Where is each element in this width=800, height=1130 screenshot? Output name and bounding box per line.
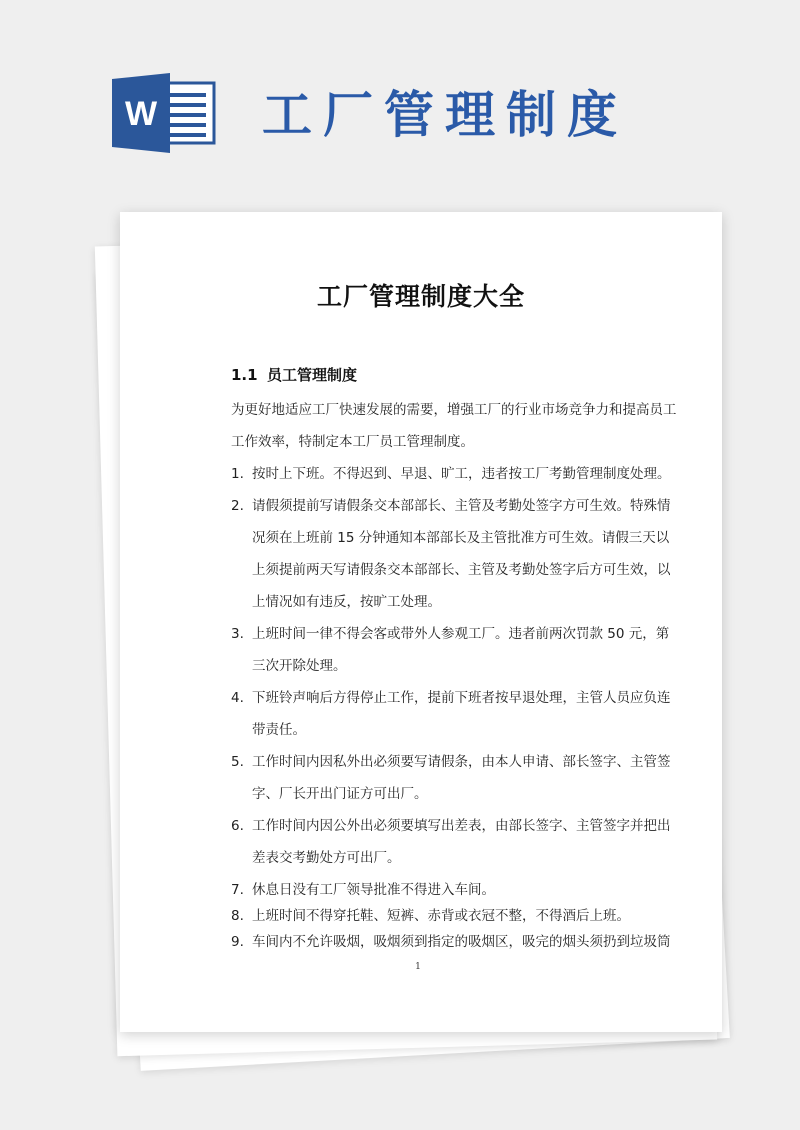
- document-title: 工厂管理制度大全: [316, 282, 525, 311]
- list-item-number: 3.: [231, 626, 244, 642]
- list-item-number: 8.: [231, 908, 244, 924]
- list-item-line: 况须在上班前 15 分钟通知本部部长及主管批准方可生效。请假三天以: [252, 530, 670, 546]
- list-item-line: 差表交考勤处方可出厂。: [252, 850, 401, 866]
- list-item-line: 休息日没有工厂领导批准不得进入车间。: [252, 882, 495, 898]
- list-item-line: 带责任。: [252, 722, 306, 738]
- list-item-line: 车间内不允许吸烟，吸烟须到指定的吸烟区，吸完的烟头须扔到垃圾筒: [252, 934, 671, 950]
- list-item-number: 2.: [231, 498, 244, 514]
- list-item-line: 工作时间内因私外出必须要写请假条，由本人申请、部长签字、主管签: [252, 754, 671, 770]
- intro-line: 工作效率，特制定本工厂员工管理制度。: [231, 434, 474, 450]
- banner-title: 工厂管理制度: [262, 86, 628, 144]
- list-item-line: 按时上下班。不得迟到、早退、旷工，违者按工厂考勤管理制度处理。: [252, 466, 671, 482]
- section-heading: [231, 364, 357, 385]
- list-item-number: 7.: [231, 882, 244, 898]
- list-item-number: 1.: [231, 466, 244, 482]
- list-item-number: 6.: [231, 818, 244, 834]
- svg-text:W: W: [124, 95, 158, 133]
- list-item-line: 上班时间不得穿托鞋、短裤、赤背或衣冠不整，不得酒后上班。: [252, 908, 630, 924]
- list-item-number: 4.: [231, 690, 244, 706]
- word-logo-icon: [112, 73, 222, 153]
- list-item-line: 下班铃声响后方得停止工作，提前下班者按早退处理，主管人员应负连: [252, 690, 671, 706]
- list-item-line: 上情况如有违反，按旷工处理。: [252, 594, 441, 610]
- page-number: 1: [415, 962, 421, 972]
- list-item-line: 三次开除处理。: [252, 658, 347, 674]
- list-item-number: 9.: [231, 934, 244, 950]
- intro-line: 为更好地适应工厂快速发展的需要，增强工厂的行业市场竞争力和提高员工: [231, 402, 677, 418]
- list-item-line: 字、厂长开出门证方可出厂。: [252, 786, 428, 802]
- list-item-line: 上须提前两天写请假条交本部部长、主管及考勤处签字后方可生效，以: [252, 562, 671, 578]
- section-title: 员工管理制度: [267, 366, 358, 384]
- list-item-number: 5.: [231, 754, 244, 770]
- list-item-line: 上班时间一律不得会客或带外人参观工厂。违者前两次罚款 50 元，第: [252, 626, 670, 642]
- list-item-line: 工作时间内因公外出必须要填写出差表，由部长签字、主管签字并把出: [252, 818, 671, 834]
- section-number: 1.1: [231, 366, 258, 384]
- list-item-line: 请假须提前写请假条交本部部长、主管及考勤处签字方可生效。特殊情: [252, 498, 671, 514]
